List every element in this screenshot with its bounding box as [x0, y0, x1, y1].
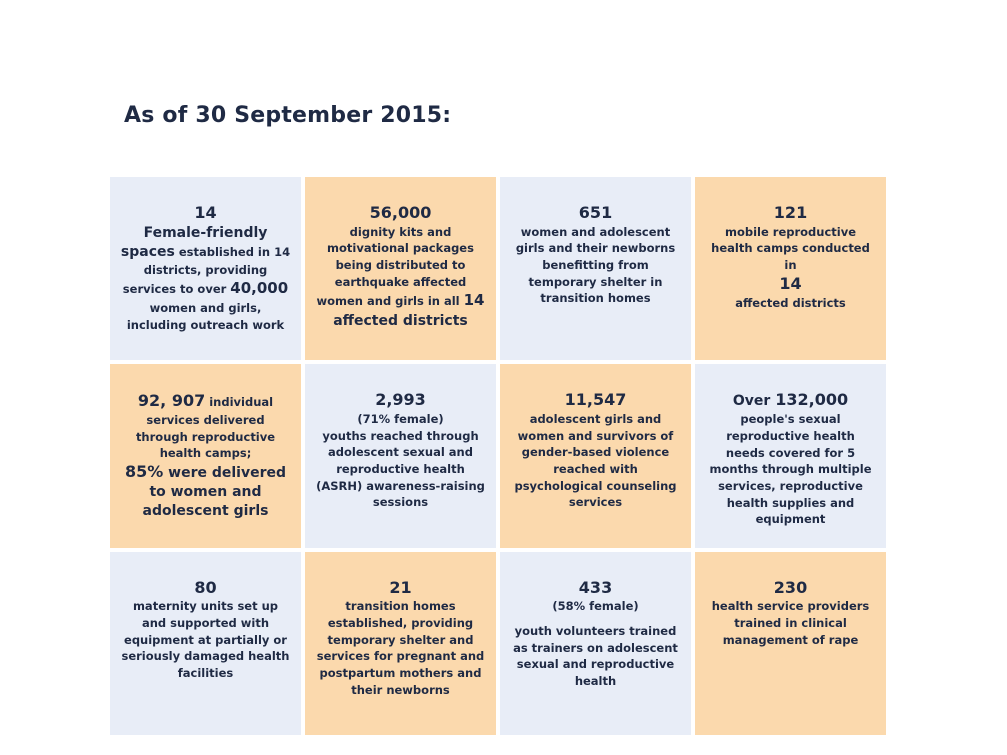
- stat-card-health-providers: [695, 552, 886, 735]
- stat-description-secondary: affected districts: [735, 295, 846, 310]
- stat-card-dignity-kits: [305, 177, 496, 360]
- stat-number: 14: [194, 203, 217, 222]
- stat-card-gbv-survivors: [500, 364, 691, 547]
- stats-grid: [110, 177, 886, 735]
- stat-description: maternity units set up and supported with equipment at partially or seriously damaged health facilities: [121, 599, 290, 681]
- stat-card-maternity-units: [110, 552, 301, 735]
- stat-card-youths-reached: [305, 364, 496, 547]
- stat-heading: Female-friendly: [143, 224, 268, 241]
- stat-number: 21: [389, 577, 412, 597]
- stat-card-transition-homes: [305, 552, 496, 735]
- stat-description: youth volunteers trained as trainers on adolescent sexual and reproductive health: [513, 624, 678, 689]
- stat-card-mobile-rh-camps: [695, 177, 886, 360]
- stat-number: 11,547: [564, 390, 627, 410]
- stat-description: women and adolescent girls and their newborns benefitting from temporary shelter in transition homes: [515, 224, 676, 306]
- stat-description: health service providers trained in clinical management of rape: [711, 599, 870, 647]
- stat-card-individual-services: [110, 364, 301, 547]
- stat-number: Over 132,000: [732, 390, 849, 410]
- stat-description: spaces established in 14 districts, providing services to over 40,000 women and girls, including outreach work: [120, 243, 291, 332]
- stat-number: 121: [773, 203, 808, 222]
- stat-card-female-friendly-spaces: [110, 177, 301, 360]
- stat-description: 92, 907 individual services delivered through reproductive health camps;: [135, 391, 276, 461]
- stat-number: 2,993: [375, 390, 426, 410]
- stat-card-transition-homes-beneficiaries: [500, 177, 691, 360]
- stat-number: 56,000: [369, 203, 432, 222]
- stat-number: 651: [578, 203, 613, 222]
- stat-number-secondary: 14: [779, 273, 802, 293]
- stat-number: 433: [578, 577, 613, 597]
- stat-subnote: (71% female): [357, 412, 444, 427]
- stat-number: 80: [194, 577, 217, 597]
- page-title: As of 30 September 2015:: [124, 103, 452, 128]
- stat-description: transition homes established, providing temporary shelter and services for pregnant and postpartum mothers and their newborns: [316, 599, 485, 697]
- stat-description: people's sexual reproductive health needs covered for 5 months through multiple services, reproductive health supplies and equipment: [709, 412, 872, 527]
- stat-number: 230: [773, 577, 808, 597]
- stat-subnote: (58% female): [552, 599, 639, 614]
- stat-description: youths reached through adolescent sexual and reproductive health (ASRH) awareness-raising sessions: [316, 428, 485, 510]
- stat-card-srh-needs-covered: [695, 364, 886, 547]
- stat-heading: affected districts: [333, 313, 468, 330]
- stat-description: mobile reproductive health camps conducted in: [711, 224, 870, 273]
- stat-heading: 85% were delivered to women and adolescent girls: [124, 462, 287, 519]
- stat-description: dignity kits and motivational packages being distributed to earthquake affected women and girls in all 14: [316, 224, 485, 310]
- stat-card-youth-volunteers: [500, 552, 691, 735]
- stat-description: adolescent girls and women and survivors of gender-based violence reached with psychological counseling services: [514, 412, 677, 510]
